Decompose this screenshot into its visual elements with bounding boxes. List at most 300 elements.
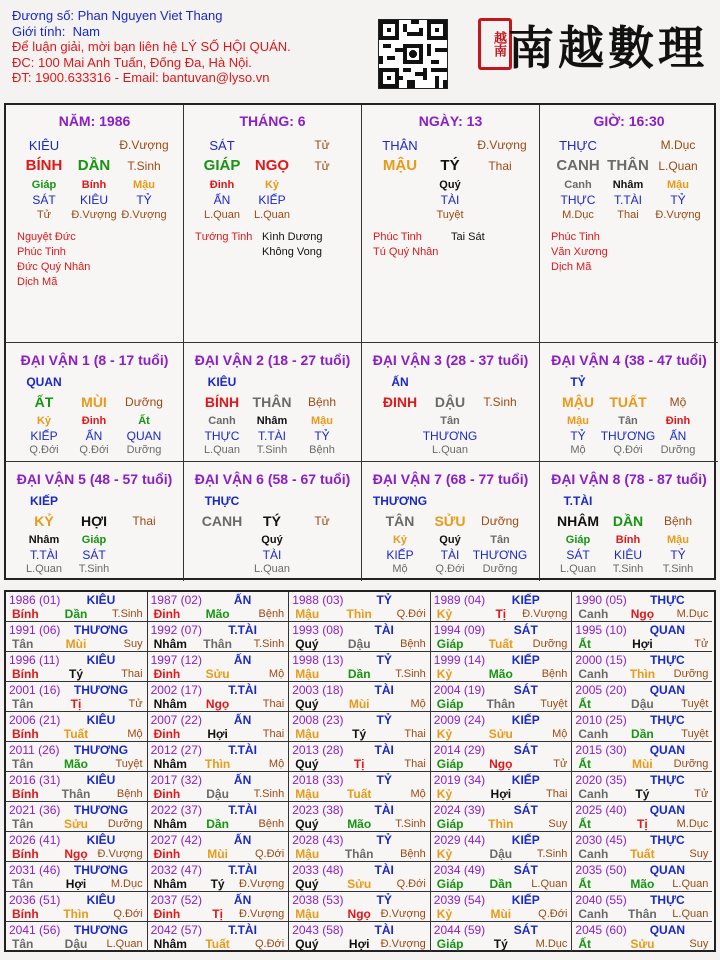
year-branch: Ngọ <box>489 757 513 771</box>
hidden-ten-god: KIẾP <box>386 548 414 562</box>
year-label: 2012 (27) <box>150 743 202 757</box>
year-stem: Bính <box>12 847 39 861</box>
pillar-title: GIỜ: 16:30 <box>593 113 665 129</box>
year-ten-god: ẤN <box>233 833 252 847</box>
year-label: 2000 (15) <box>575 653 627 667</box>
hidden-stem: Tân <box>618 415 638 427</box>
year-branch: Dậu <box>206 787 229 801</box>
hidden-state: Thai <box>617 209 639 221</box>
logo-calligraphy: 南越數理 <box>508 21 708 75</box>
year-stem: Tân <box>12 937 34 951</box>
hidden-ten-god: TỶ <box>670 193 686 207</box>
year-state: Q.Đới <box>113 908 143 920</box>
year-cell <box>572 922 712 952</box>
dai-van-title: ĐẠI VẬN 6 (58 - 67 tuổi) <box>194 471 351 487</box>
year-state: Tử <box>553 758 568 770</box>
year-state: L.Quan <box>672 908 709 920</box>
hidden-state: Dưỡng <box>126 444 162 456</box>
year-cell <box>148 742 290 772</box>
year-cell <box>431 892 573 922</box>
year-ten-god: THƯƠNG <box>73 923 129 937</box>
hidden-ten-god: TÀI <box>262 548 282 562</box>
year-label: 2017 (32) <box>150 773 202 787</box>
year-stem: Ất <box>578 937 592 951</box>
year-cell <box>289 592 431 622</box>
year-state: Bệnh <box>541 668 568 680</box>
year-stem: Nhâm <box>153 937 187 951</box>
year-stem: Ất <box>578 697 592 711</box>
dai-van-state: T.Sinh <box>483 395 517 409</box>
star-item: Dịch Mã <box>17 276 58 288</box>
year-ten-god: THƯƠNG <box>73 683 129 697</box>
year-state: Dưỡng <box>532 638 568 650</box>
year-ten-god: QUAN <box>649 683 686 697</box>
hidden-stem: Đinh <box>665 415 691 427</box>
year-ten-god: SÁT <box>513 743 538 757</box>
pillar-title: NĂM: 1986 <box>58 113 131 129</box>
year-ten-god: T.TÀI <box>228 683 257 697</box>
year-label: 1999 (14) <box>433 653 486 667</box>
hidden-ten-god: THƯƠNG <box>422 429 478 443</box>
year-ten-god: TÀI <box>374 623 394 637</box>
year-label: 2030 (45) <box>575 833 627 847</box>
year-label: 2043 (58) <box>292 923 344 937</box>
year-cell <box>148 862 290 892</box>
year-branch: Tuất <box>205 937 230 951</box>
yearly-luck-table <box>4 590 716 952</box>
pillar-state: Tử <box>314 159 330 173</box>
heavenly-stem: CANH <box>556 157 600 174</box>
year-label: 2036 (51) <box>9 893 61 907</box>
year-label: 2009 (24) <box>433 713 486 727</box>
year-cell <box>148 652 290 682</box>
year-branch: Mùi <box>207 847 228 861</box>
year-state: Dưỡng <box>107 818 143 830</box>
year-stem: Giáp <box>436 757 464 771</box>
dai-van-title: ĐẠI VẬN 7 (68 - 77 tuổi) <box>372 471 529 487</box>
year-label: 2032 (47) <box>150 863 202 877</box>
year-branch: Sửu <box>63 817 89 831</box>
hidden-stem: Kỷ <box>36 415 52 427</box>
year-stem: Bính <box>12 607 39 621</box>
year-state: Dưỡng <box>673 758 709 770</box>
year-stem: Tân <box>12 637 34 651</box>
year-label: 2038 (53) <box>292 893 344 907</box>
year-ten-god: KIẾP <box>511 713 540 727</box>
year-branch: Hợi <box>632 637 653 651</box>
year-branch: Hợi <box>490 787 512 801</box>
year-stem: Tân <box>12 757 34 771</box>
year-stem: Nhâm <box>153 877 187 891</box>
year-ten-god: TỶ <box>376 653 392 667</box>
year-state: Mộ <box>127 728 143 740</box>
year-state: Tuyệt <box>115 758 143 770</box>
hidden-ten-god: T.TÀI <box>613 193 643 207</box>
year-branch: Hợi <box>65 877 87 891</box>
year-branch: Tý <box>68 667 84 681</box>
hidden-ten-god: KIẾP <box>258 193 286 207</box>
dai-van-title: ĐẠI VẬN 1 (8 - 17 tuổi) <box>20 352 169 368</box>
hidden-state: L.Quan <box>431 444 469 456</box>
year-ten-god: THỰC <box>650 833 685 847</box>
year-label: 2027 (42) <box>150 833 202 847</box>
year-state: T.Sinh <box>253 638 285 650</box>
year-state: Tử <box>694 638 709 650</box>
qr-code-icon <box>378 19 448 89</box>
hidden-ten-god: KIÊU <box>613 548 643 562</box>
year-label: 2006 (21) <box>9 713 61 727</box>
dai-van-branch: SỬU <box>434 513 466 529</box>
year-cell <box>148 592 290 622</box>
year-ten-god: T.TÀI <box>228 743 257 757</box>
year-cell <box>148 622 290 652</box>
hidden-ten-god: ẤN <box>669 429 687 443</box>
year-state: Tuyệt <box>681 728 709 740</box>
year-ten-god: KIÊU <box>86 713 116 727</box>
year-label: 2045 (60) <box>575 923 627 937</box>
year-cell <box>289 922 431 952</box>
hidden-stem: Canh <box>564 179 592 191</box>
year-stem: Đinh <box>153 907 181 921</box>
year-cell <box>289 832 431 862</box>
dai-van-state: Mộ <box>669 395 687 409</box>
year-state: T.Sinh <box>395 818 426 830</box>
year-ten-god: KIẾP <box>511 773 540 787</box>
year-state: Bệnh <box>258 818 285 830</box>
year-ten-god: KIẾP <box>511 653 540 667</box>
year-label: 2011 (26) <box>9 743 60 757</box>
year-stem: Bính <box>12 667 39 681</box>
dai-van-stem: KỶ <box>34 513 54 529</box>
year-branch: Hợi <box>207 727 228 741</box>
year-stem: Kỷ <box>436 787 453 801</box>
year-state: Q.Đới <box>254 848 285 860</box>
gender-line <box>12 24 291 40</box>
year-stem: Canh <box>578 787 609 801</box>
hidden-stem: Nhâm <box>28 534 60 546</box>
year-branch: Thân <box>61 787 91 801</box>
year-label: 1987 (02) <box>150 593 202 607</box>
pillar-state: T.Sinh <box>127 159 161 173</box>
year-stem: Kỷ <box>436 727 453 741</box>
year-state: T.Sinh <box>253 788 285 800</box>
year-branch: Mão <box>488 667 513 681</box>
year-state: Suy <box>123 638 143 650</box>
year-label: 2041 (56) <box>9 923 61 937</box>
earthly-branch: NGỌ <box>254 157 290 174</box>
year-ten-god: TÀI <box>374 803 394 817</box>
year-cell <box>289 772 431 802</box>
year-cell <box>572 622 712 652</box>
year-ten-god: SÁT <box>513 923 538 937</box>
year-cell <box>431 922 573 952</box>
year-cell <box>289 622 431 652</box>
hidden-stem: Mậu <box>133 179 155 191</box>
year-ten-god: SÁT <box>513 803 538 817</box>
year-cell <box>431 592 573 622</box>
year-label: 2031 (46) <box>9 863 61 877</box>
year-branch: Thìn <box>346 607 372 621</box>
year-branch: Thìn <box>488 817 514 831</box>
year-stem: Giáp <box>436 697 464 711</box>
gender-value: Nam <box>72 23 101 39</box>
pillar-0 <box>6 105 184 343</box>
pillar-top-state: M.Dục <box>660 138 696 152</box>
year-branch: Tị <box>70 697 82 711</box>
hidden-ten-god: THỰC <box>204 429 240 443</box>
star-item: Không Vong <box>262 246 322 258</box>
year-stem: Canh <box>578 607 609 621</box>
year-ten-god: SÁT <box>513 683 538 697</box>
year-ten-god: THƯƠNG <box>73 863 129 877</box>
year-state: Q.Đới <box>538 908 568 920</box>
dai-van-state: Thai <box>132 514 156 528</box>
year-branch: Dần <box>206 817 229 831</box>
dai-van-3 <box>362 343 540 462</box>
year-cell <box>289 652 431 682</box>
year-cell <box>148 772 290 802</box>
star-item: Phúc Tinh <box>551 231 600 243</box>
year-label: 2040 (55) <box>575 893 627 907</box>
red-seal-icon: 越南 <box>478 18 512 70</box>
year-state: Suy <box>689 848 709 860</box>
year-branch: Tý <box>493 937 508 951</box>
year-state: Mộ <box>552 728 568 740</box>
dai-van-state: Dưỡng <box>481 514 519 528</box>
earthly-branch: THÂN <box>607 157 649 174</box>
year-stem: Đinh <box>153 847 181 861</box>
year-branch: Dần <box>489 877 513 891</box>
hidden-stem: Canh <box>208 415 236 427</box>
year-branch: Dần <box>631 727 654 741</box>
year-stem: Bính <box>12 907 39 921</box>
year-stem: Nhâm <box>153 637 187 651</box>
hidden-ten-god: KIÊU <box>79 193 109 207</box>
year-cell <box>289 742 431 772</box>
year-ten-god: TỶ <box>376 593 392 607</box>
year-branch: Mão <box>630 877 655 891</box>
year-stem: Giáp <box>436 937 464 951</box>
dai-van-7 <box>362 462 540 581</box>
dai-van-ten-god: THỰC <box>204 494 240 508</box>
hidden-ten-god: T.TÀI <box>257 429 287 443</box>
year-ten-god: ẤN <box>233 773 252 787</box>
year-stem: Quý <box>295 817 319 831</box>
year-state: Tử <box>694 788 709 800</box>
year-ten-god: KIÊU <box>86 773 116 787</box>
year-stem: Ất <box>578 757 592 771</box>
hidden-stem: Quý <box>439 179 461 191</box>
year-state: L.Quan <box>531 878 568 890</box>
year-cell <box>431 772 573 802</box>
star-item: Tướng Tinh <box>195 231 253 243</box>
star-item: Dịch Mã <box>551 261 592 273</box>
year-label: 2022 (37) <box>150 803 202 817</box>
address-line: ĐC: 100 Mai Anh Tuấn, Đống Đa, Hà Nội. <box>12 54 252 70</box>
hidden-ten-god: TỶ <box>570 429 586 443</box>
year-stem: Ất <box>578 877 592 891</box>
year-ten-god: SÁT <box>513 623 538 637</box>
hidden-state: Mộ <box>570 444 586 456</box>
gender-label: Giới tính: <box>12 23 66 39</box>
dai-van-title: ĐẠI VẬN 8 (78 - 87 tuổi) <box>551 471 707 487</box>
year-state: T.Sinh <box>395 668 426 680</box>
year-cell <box>572 832 712 862</box>
hidden-ten-god: TÀI <box>440 548 460 562</box>
year-ten-god: KIẾP <box>511 593 540 607</box>
year-ten-god: ẤN <box>233 893 252 907</box>
star-item: Phúc Tinh <box>373 231 422 243</box>
hidden-ten-god: TỶ <box>670 548 686 562</box>
year-state: T.Sinh <box>536 848 568 860</box>
year-stem: Ất <box>578 637 592 651</box>
year-branch: Thân <box>486 697 516 711</box>
year-state: Mộ <box>268 758 285 770</box>
hidden-stem: Giáp <box>81 534 107 546</box>
year-label: 2005 (20) <box>575 683 627 697</box>
year-stem: Mậu <box>295 907 320 921</box>
year-stem: Kỷ <box>436 667 453 681</box>
year-state: Mộ <box>410 698 426 710</box>
year-ten-god: T.TÀI <box>228 803 257 817</box>
year-label: 2037 (52) <box>150 893 202 907</box>
year-cell <box>431 862 573 892</box>
year-state: M.Dục <box>676 608 709 620</box>
year-state: Đ.Vượng <box>239 878 285 890</box>
year-stem: Giáp <box>436 817 464 831</box>
owner-name: Đương số: Phan Nguyen Viet Thang <box>12 8 223 23</box>
star-item: Đức Quý Nhân <box>17 261 91 273</box>
hidden-state: Q.Đới <box>29 444 59 456</box>
year-label: 2019 (34) <box>433 773 486 787</box>
year-branch: Thân <box>203 637 232 651</box>
earthly-branch: TÝ <box>440 157 460 174</box>
year-ten-god: TÀI <box>374 683 394 697</box>
year-cell <box>289 802 431 832</box>
pillar-ten-god: THÂN <box>382 138 418 153</box>
year-label: 1996 (11) <box>9 653 60 667</box>
hidden-ten-god: SÁT <box>566 548 590 562</box>
year-branch: Ngọ <box>64 847 88 861</box>
hidden-stem: Nhâm <box>256 415 288 427</box>
year-stem: Tân <box>12 697 34 711</box>
year-state: Q.Đới <box>396 878 426 890</box>
hidden-state: Tử <box>36 209 52 221</box>
year-stem: Ất <box>578 817 592 831</box>
year-label: 1991 (06) <box>9 623 61 637</box>
hidden-state: Tuyệt <box>436 209 464 221</box>
dai-van-stem: ẤT <box>34 394 54 410</box>
year-cell <box>6 892 148 922</box>
year-cell <box>6 802 148 832</box>
year-state: T.Sinh <box>112 608 143 620</box>
dai-van-1 <box>6 343 184 462</box>
year-label: 1986 (01) <box>9 593 61 607</box>
year-branch: Tý <box>635 787 650 801</box>
hidden-stem: Tân <box>490 534 510 546</box>
year-state: Thai <box>262 698 285 710</box>
year-branch: Mão <box>64 757 88 771</box>
dai-van-branch: HỢI <box>81 513 107 529</box>
hidden-state: L.Quan <box>559 563 597 575</box>
year-ten-god: TỶ <box>376 713 392 727</box>
pillar-1 <box>184 105 362 343</box>
year-branch: Tuất <box>488 637 514 651</box>
year-state: Mộ <box>268 668 285 680</box>
dai-van-6 <box>184 462 362 581</box>
dai-van-state: Tử <box>314 514 330 528</box>
year-branch: Dậu <box>347 637 371 651</box>
year-cell <box>572 652 712 682</box>
hidden-stem: Đinh <box>81 415 107 427</box>
dai-van-title: ĐẠI VẬN 5 (48 - 57 tuổi) <box>16 471 173 487</box>
year-ten-god: KIẾP <box>511 893 540 907</box>
year-stem: Kỷ <box>436 607 453 621</box>
year-cell <box>148 832 290 862</box>
dai-van-2 <box>184 343 362 462</box>
year-state: Thai <box>545 788 568 800</box>
year-ten-god: THỰC <box>650 713 685 727</box>
hidden-ten-god: ẤN <box>85 429 103 443</box>
year-cell <box>431 622 573 652</box>
year-state: Q.Đới <box>396 608 426 620</box>
year-state: Tử <box>128 698 143 710</box>
year-stem: Mậu <box>295 667 320 681</box>
year-label: 2021 (36) <box>9 803 61 817</box>
year-label: 2028 (43) <box>292 833 344 847</box>
year-ten-god: KIÊU <box>86 893 116 907</box>
year-branch: Dần <box>64 607 88 621</box>
year-branch: Thìn <box>63 907 89 921</box>
dai-van-8 <box>540 462 718 581</box>
year-branch: Mão <box>347 817 372 831</box>
year-state: Bệnh <box>400 638 426 650</box>
dai-van-title: ĐẠI VẬN 2 (18 - 27 tuổi) <box>194 352 351 368</box>
pillar-ten-god: KIÊU <box>28 138 60 153</box>
hidden-stem: Ất <box>138 415 150 427</box>
hidden-state: Đ.Vượng <box>121 209 167 221</box>
year-stem: Giáp <box>436 877 464 891</box>
dai-van-branch: TÝ <box>263 513 281 529</box>
hidden-state: Đ.Vượng <box>655 209 701 221</box>
year-branch: Dậu <box>64 937 88 951</box>
year-stem: Mậu <box>295 787 320 801</box>
pillar-3 <box>540 105 718 343</box>
hidden-stem: Giáp <box>31 179 57 191</box>
year-branch: Tý <box>352 727 367 741</box>
year-cell <box>572 592 712 622</box>
year-state: Thai <box>404 728 426 740</box>
hidden-ten-god: QUAN <box>126 429 162 443</box>
year-ten-god: THƯƠNG <box>73 803 129 817</box>
year-branch: Thìn <box>629 667 656 681</box>
dai-van-ten-god: THƯƠNG <box>372 494 428 508</box>
year-cell <box>572 802 712 832</box>
year-ten-god: TÀI <box>374 923 394 937</box>
hidden-ten-god: TỶ <box>314 429 330 443</box>
year-ten-god: THỰC <box>650 593 685 607</box>
year-label: 2034 (49) <box>433 863 486 877</box>
year-label: 1989 (04) <box>433 593 486 607</box>
year-ten-god: QUAN <box>649 803 686 817</box>
year-cell <box>148 712 290 742</box>
year-ten-god: ẤN <box>233 713 252 727</box>
year-branch: Mão <box>205 607 230 621</box>
hidden-state: M.Dục <box>562 209 594 221</box>
year-branch: Hợi <box>348 937 370 951</box>
year-branch: Tị <box>637 817 648 831</box>
hidden-stem: Mậu <box>667 179 689 191</box>
